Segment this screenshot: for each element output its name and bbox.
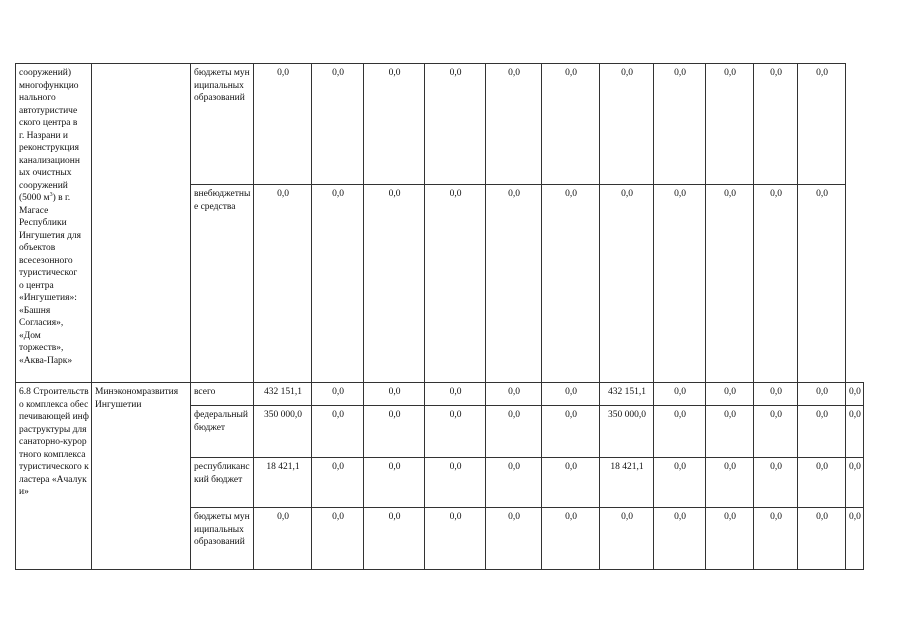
value-cell: 0,0 <box>706 383 754 406</box>
value-cell: 0,0 <box>425 458 486 508</box>
value-cell: 0,0 <box>654 458 706 508</box>
description-line: торжеств», <box>19 343 64 353</box>
description-line: о центра <box>19 280 54 291</box>
value-cell: 0,0 <box>600 508 654 570</box>
description-line: реконструкция <box>19 143 79 153</box>
value-cell: 0,0 <box>798 383 846 406</box>
value-cell: 0,0 <box>846 406 864 458</box>
value-cell: 0,0 <box>364 508 425 570</box>
value-cell: 0,0 <box>486 383 542 406</box>
description-line: «Башня <box>19 305 51 316</box>
funding-source-label: федеральный бюджет <box>191 406 254 458</box>
value-cell: 0,0 <box>486 508 542 570</box>
description-line: ых очистных <box>19 168 72 178</box>
superscript: 3 <box>49 191 53 198</box>
value-cell: 0,0 <box>425 406 486 458</box>
value-cell: 0,0 <box>542 458 600 508</box>
value-cell: 350 000,0 <box>600 406 654 458</box>
value-cell: 0,0 <box>254 508 312 570</box>
funding-source-label: республиканский бюджет <box>191 458 254 508</box>
value-cell: 0,0 <box>846 383 864 406</box>
description-line: Магасе <box>19 205 49 216</box>
description-line: Ингушетия для <box>19 230 82 241</box>
value-cell: 0,0 <box>542 508 600 570</box>
value-cell: 0,0 <box>486 406 542 458</box>
description-line: нального <box>19 93 56 103</box>
value-cell: 432 151,1 <box>254 383 312 406</box>
value-cell: 0,0 <box>798 508 846 570</box>
value-cell: 0,0 <box>542 406 600 458</box>
description-line: многофункцио <box>19 80 79 91</box>
budget-table <box>15 63 864 570</box>
measure-description-cell <box>16 64 92 383</box>
value-cell: 0,0 <box>542 185 600 383</box>
value-cell: 0,0 <box>364 458 425 508</box>
value-cell: 0,0 <box>706 406 754 458</box>
description-line: сооружений) <box>19 68 72 78</box>
value-cell: 0,0 <box>364 185 425 383</box>
description-line: Согласия», <box>19 318 64 328</box>
description-line: Республики <box>19 218 67 228</box>
value-cell: 0,0 <box>654 383 706 406</box>
value-cell: 0,0 <box>754 64 798 185</box>
value-cell: 0,0 <box>654 508 706 570</box>
description-line <box>19 192 89 205</box>
value-cell: 0,0 <box>654 185 706 383</box>
value-cell: 18 421,1 <box>254 458 312 508</box>
description-line: ского центра в <box>19 118 78 128</box>
value-cell: 0,0 <box>846 458 864 508</box>
value-cell: 0,0 <box>425 185 486 383</box>
funding-source-label: всего <box>191 383 254 406</box>
value-cell: 0,0 <box>706 458 754 508</box>
value-cell: 0,0 <box>542 383 600 406</box>
value-cell: 0,0 <box>312 383 364 406</box>
description-line: автотуристиче <box>19 105 78 116</box>
value-cell: 350 000,0 <box>254 406 312 458</box>
value-cell: 0,0 <box>364 406 425 458</box>
value-cell: 0,0 <box>754 458 798 508</box>
description-fragment: ) в г. <box>52 193 71 203</box>
value-cell: 0,0 <box>312 406 364 458</box>
description-line: «Ингушетия»: <box>19 293 77 303</box>
value-cell: 432 151,1 <box>600 383 654 406</box>
value-cell: 0,0 <box>654 64 706 185</box>
value-cell: 0,0 <box>706 185 754 383</box>
value-cell: 0,0 <box>654 406 706 458</box>
measure-description-cell: 6.8 Строительство комплекса обеспечивающей инфраструктуры для санаторно-курортного комплекса туристического кластера «Ачалуки» <box>16 383 92 570</box>
value-cell: 0,0 <box>312 185 364 383</box>
executor-cell <box>92 64 191 383</box>
value-cell: 0,0 <box>425 383 486 406</box>
description-line: сооружений <box>19 180 68 191</box>
value-cell: 0,0 <box>706 64 754 185</box>
funding-source-label: внебюджетные средства <box>191 185 254 383</box>
description-line: всесезонного <box>19 255 73 266</box>
executor-cell: Минэкономразвития Ингушетии <box>92 383 191 570</box>
value-cell: 0,0 <box>425 64 486 185</box>
value-cell: 0,0 <box>312 64 364 185</box>
value-cell: 0,0 <box>542 64 600 185</box>
description-line: «Аква-Парк» <box>19 355 73 366</box>
description-line: г. Назрани и <box>19 130 68 141</box>
value-cell: 0,0 <box>254 185 312 383</box>
value-cell: 0,0 <box>364 64 425 185</box>
value-cell: 18 421,1 <box>600 458 654 508</box>
description-fragment: (5000 м <box>19 193 50 203</box>
value-cell: 0,0 <box>312 508 364 570</box>
value-cell: 0,0 <box>486 64 542 185</box>
value-cell: 0,0 <box>754 383 798 406</box>
description-line: туристическог <box>19 268 78 278</box>
value-cell: 0,0 <box>486 185 542 383</box>
description-line: «Дом <box>19 330 41 341</box>
value-cell: 0,0 <box>754 508 798 570</box>
value-cell: 0,0 <box>600 185 654 383</box>
value-cell: 0,0 <box>706 508 754 570</box>
value-cell: 0,0 <box>486 458 542 508</box>
value-cell: 0,0 <box>312 458 364 508</box>
value-cell: 0,0 <box>846 508 864 570</box>
value-cell: 0,0 <box>798 458 846 508</box>
funding-source-label: бюджеты муниципальных образований <box>191 508 254 570</box>
value-cell: 0,0 <box>425 508 486 570</box>
table-row <box>16 383 864 406</box>
description-line: объектов <box>19 243 56 253</box>
description-line: канализационн <box>19 155 80 166</box>
value-cell: 0,0 <box>798 185 846 383</box>
value-cell: 0,0 <box>600 64 654 185</box>
value-cell: 0,0 <box>798 64 846 185</box>
value-cell: 0,0 <box>254 64 312 185</box>
value-cell: 0,0 <box>754 185 798 383</box>
value-cell: 0,0 <box>364 383 425 406</box>
funding-source-label: бюджеты муниципальных образований <box>191 64 254 185</box>
value-cell: 0,0 <box>798 406 846 458</box>
table-row <box>16 64 864 185</box>
value-cell: 0,0 <box>754 406 798 458</box>
